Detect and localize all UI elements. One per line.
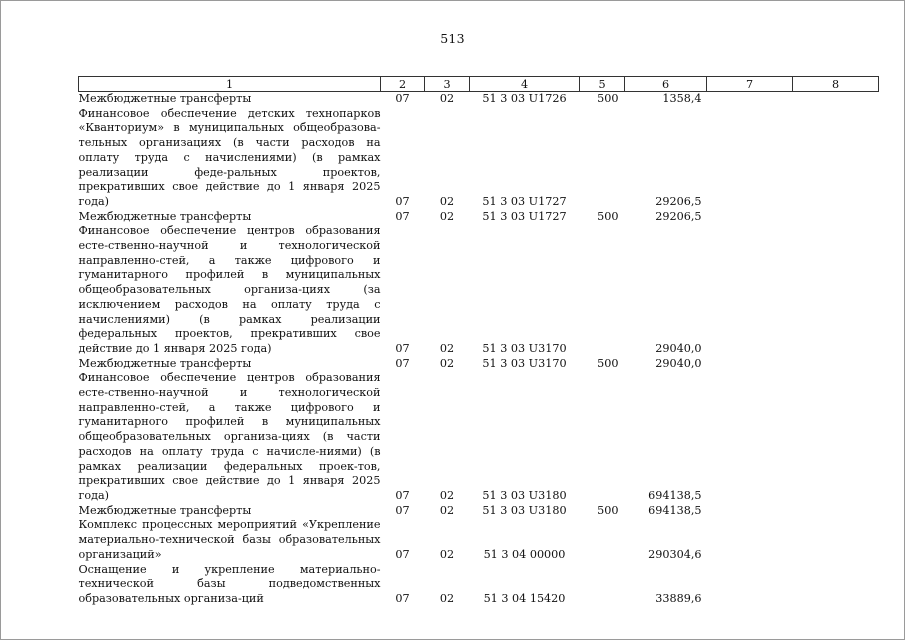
row-section: 07 [395, 591, 410, 605]
row-target-code: 51 3 04 00000 [483, 547, 566, 561]
header-col-5: 5 [580, 77, 625, 92]
row-name: Межбюджетные трансферты [78, 356, 252, 370]
row-amount: 1358,4 [662, 92, 702, 105]
row-col-7 [707, 210, 793, 225]
row-col-7 [707, 92, 793, 107]
row-target-code: 51 3 03 U3170 [482, 341, 567, 355]
row-section: 07 [395, 503, 410, 517]
row-expense-type [580, 107, 625, 210]
row-target-code: 51 3 03 U1726 [482, 92, 567, 105]
row-name: Финансовое обеспечение детских технопарков «Кванториум» в муниципальных общеобразова-тельных организациях (в части расходов на оплату труда с начислениями) (в рамках реализации феде-ральных проектов, прекративших свое действие до 1 января 2025 года) [78, 106, 381, 208]
row-name: Финансовое обеспечение центров образования есте-ственно-научной и технологической направленно-стей, а также цифрового и гуманитарного профилей в муниципальных общеобразовательных организа-циях (за исключением расходов на оплату труда с начислениями) (в рамках реализации федеральных проектов, прекративших свое действие до 1 января 2025 года) [78, 224, 381, 355]
table-header-row [79, 77, 879, 92]
budget-table [78, 76, 879, 607]
table-row [79, 371, 879, 503]
row-expense-type [580, 563, 625, 607]
row-col-8 [793, 107, 879, 210]
row-subsection: 02 [439, 356, 455, 370]
row-target-code: 51 3 03 U1727 [482, 194, 567, 208]
row-section: 07 [395, 341, 410, 355]
row-subsection: 02 [439, 591, 455, 605]
row-target-code: 51 3 04 15420 [483, 591, 566, 605]
row-subsection: 02 [439, 503, 455, 517]
table-row [79, 357, 879, 372]
row-section: 07 [395, 194, 410, 208]
row-subsection: 02 [439, 194, 455, 208]
row-section: 07 [395, 356, 410, 370]
row-target-code: 51 3 03 U3170 [482, 356, 567, 370]
table-row [79, 92, 879, 107]
header-col-4: 4 [470, 77, 580, 92]
row-col-7 [707, 371, 793, 503]
table-row [79, 107, 879, 210]
header-col-2: 2 [381, 77, 425, 92]
table-row [79, 563, 879, 607]
row-name: Оснащение и укрепление материально-технической базы подведомственных образовательных организа-ций [78, 562, 381, 605]
row-col-8 [793, 563, 879, 607]
row-expense-type [580, 371, 625, 503]
row-col-8 [793, 210, 879, 225]
row-amount: 29206,5 [655, 209, 702, 223]
row-expense-type: 500 [597, 209, 619, 223]
row-section: 07 [395, 209, 410, 223]
row-col-8 [793, 92, 879, 107]
row-amount: 29040,0 [655, 341, 702, 355]
header-col-8: 8 [793, 77, 879, 92]
row-name: Финансовое обеспечение центров образования есте-ственно-научной и технологической направленно-стей, а также цифрового и гуманитарного профилей в муниципальных общеобразовательных организа-циях (в части расходов на оплату труда с начисле-ниями) (в рамках реализации федеральных проек-тов, прекративших свое действие до 1 января 2025 года) [78, 371, 381, 502]
table-row [79, 210, 879, 225]
row-col-8 [793, 518, 879, 562]
table-row [79, 504, 879, 519]
row-section: 07 [395, 547, 410, 561]
row-amount: 694138,5 [648, 488, 702, 502]
row-section: 07 [395, 92, 410, 105]
row-expense-type: 500 [597, 356, 619, 370]
row-col-8 [793, 371, 879, 503]
row-col-7 [707, 107, 793, 210]
row-col-8 [793, 224, 879, 356]
row-name: Межбюджетные трансферты [78, 92, 252, 105]
row-expense-type: 500 [597, 503, 619, 517]
row-amount: 33889,6 [655, 591, 702, 605]
row-col-8 [793, 504, 879, 519]
row-col-7 [707, 563, 793, 607]
row-expense-type: 500 [597, 92, 619, 105]
row-subsection: 02 [439, 488, 455, 502]
row-col-7 [707, 504, 793, 519]
row-col-7 [707, 518, 793, 562]
row-name: Межбюджетные трансферты [78, 503, 252, 517]
row-amount: 290304,6 [648, 547, 702, 561]
header-col-6: 6 [625, 77, 707, 92]
row-col-7 [707, 224, 793, 356]
row-target-code: 51 3 03 U3180 [482, 488, 567, 502]
row-expense-type [580, 518, 625, 562]
row-name: Межбюджетные трансферты [78, 209, 252, 223]
row-amount: 694138,5 [648, 503, 702, 517]
header-col-1: 1 [79, 77, 381, 92]
header-col-3: 3 [425, 77, 470, 92]
row-col-7 [707, 357, 793, 372]
row-amount: 29040,0 [655, 356, 702, 370]
row-name: Комплекс процессных мероприятий «Укрепление материально-технической базы образовательных организаций» [78, 518, 381, 561]
row-section: 07 [395, 488, 410, 502]
row-subsection: 02 [439, 547, 455, 561]
page-number: 513 [440, 31, 465, 46]
table-row [79, 224, 879, 356]
row-subsection: 02 [439, 341, 455, 355]
row-amount: 29206,5 [655, 194, 702, 208]
table-row [79, 518, 879, 562]
row-expense-type [580, 224, 625, 356]
row-target-code: 51 3 03 U1727 [482, 209, 567, 223]
row-subsection: 02 [439, 209, 455, 223]
row-target-code: 51 3 03 U3180 [482, 503, 567, 517]
row-subsection: 02 [439, 92, 455, 105]
row-col-8 [793, 357, 879, 372]
header-col-7: 7 [707, 77, 793, 92]
